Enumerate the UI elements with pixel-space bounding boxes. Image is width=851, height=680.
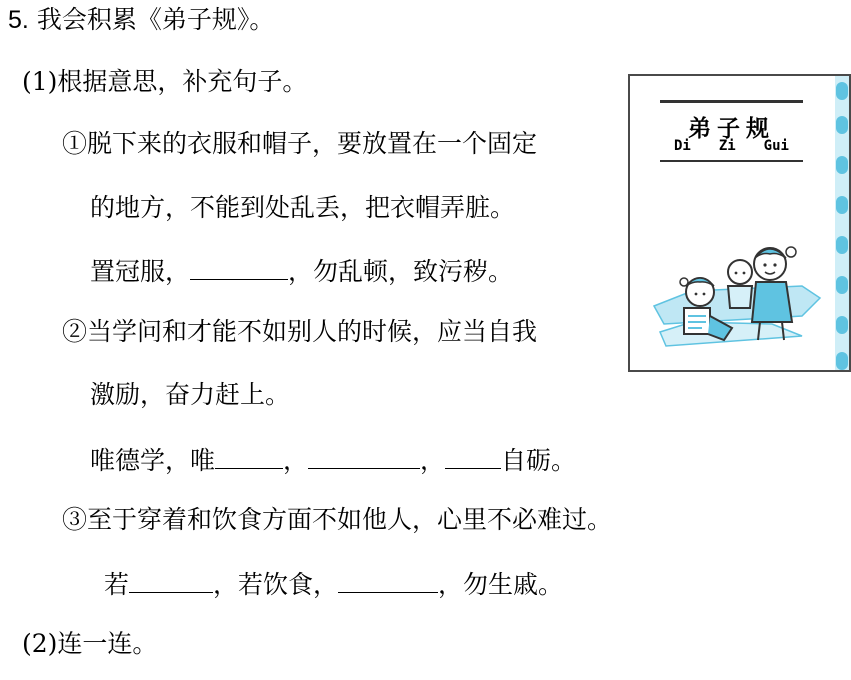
book-title: 弟子规 bbox=[688, 116, 775, 142]
item3-cloze bbox=[104, 568, 563, 601]
question-number: 5. bbox=[8, 6, 29, 34]
question-title-text: 我会积累《弟子规》。 bbox=[36, 5, 275, 34]
item2-cloze-text1: 唯德学，唯 bbox=[90, 446, 216, 475]
book-title-bottom-rule bbox=[660, 160, 803, 162]
item1-meaning-line2: 的地方，不能到处乱丢，把衣帽弄脏。 bbox=[90, 193, 516, 222]
item1-cloze-text2: ，勿乱顿，致污秽。 bbox=[288, 257, 514, 286]
spine-dot bbox=[836, 156, 848, 174]
item2-cloze bbox=[90, 444, 576, 477]
part2-instruction: 连一连。 bbox=[57, 629, 158, 658]
part2-heading bbox=[22, 628, 157, 660]
item3-meaning-line1 bbox=[62, 504, 612, 536]
book-pinyin-2: Zi bbox=[718, 138, 736, 154]
item1-meaning-line1 bbox=[62, 128, 537, 160]
item3-marker: ③ bbox=[62, 505, 88, 534]
spine-dot bbox=[836, 352, 848, 370]
part1-heading bbox=[22, 66, 307, 98]
book-cover-illustration bbox=[628, 74, 851, 372]
item2-meaning-line2: 激励，奋力赶上。 bbox=[90, 380, 291, 409]
part1-instruction: 根据意思，补充句子。 bbox=[57, 67, 308, 96]
spine-dot bbox=[836, 82, 848, 100]
book-pinyin bbox=[660, 138, 803, 154]
spine-dot bbox=[836, 316, 848, 334]
item1-cloze bbox=[90, 255, 513, 288]
item2-blank3[interactable] bbox=[445, 444, 501, 469]
item1-blank1[interactable] bbox=[190, 255, 288, 280]
item2-blank2[interactable] bbox=[308, 444, 420, 469]
item2-meaning-line1 bbox=[62, 316, 537, 348]
item3-cloze-text2: ，若饮食， bbox=[213, 570, 339, 599]
spine-dot bbox=[836, 196, 848, 214]
book-pinyin-3: Gui bbox=[763, 138, 789, 154]
part2-label: (2) bbox=[22, 629, 58, 658]
question-title bbox=[8, 4, 274, 36]
item3-meaning-text1: 至于穿着和饮食方面不如他人，心里不必难过。 bbox=[87, 505, 613, 534]
item2-blank1[interactable] bbox=[215, 444, 283, 469]
item3-cloze-text1: 若 bbox=[104, 570, 130, 599]
spine-dot bbox=[836, 116, 848, 134]
item3-cloze-text3: ，勿生戚。 bbox=[438, 570, 564, 599]
item2-cloze-text4: 自砺。 bbox=[501, 446, 577, 475]
book-title-top-rule bbox=[660, 100, 803, 103]
item2-marker: ② bbox=[62, 317, 88, 346]
children-reading-icon bbox=[652, 236, 822, 356]
item1-marker: ① bbox=[62, 129, 88, 158]
item1-cloze-text1: 置冠服， bbox=[90, 257, 191, 286]
spine-dot bbox=[836, 276, 848, 294]
part1-label: (1) bbox=[22, 67, 58, 96]
item2-cloze-text2: ， bbox=[283, 446, 309, 475]
item2-meaning-text1: 当学问和才能不如别人的时候，应当自我 bbox=[87, 317, 538, 346]
item3-blank2[interactable] bbox=[338, 568, 438, 593]
spine-dot bbox=[836, 236, 848, 254]
book-pinyin-1: Di bbox=[673, 138, 691, 154]
item1-meaning-text1: 脱下来的衣服和帽子，要放置在一个固定 bbox=[87, 129, 538, 158]
item2-cloze-text3: ， bbox=[420, 446, 446, 475]
item3-blank1[interactable] bbox=[129, 568, 213, 593]
